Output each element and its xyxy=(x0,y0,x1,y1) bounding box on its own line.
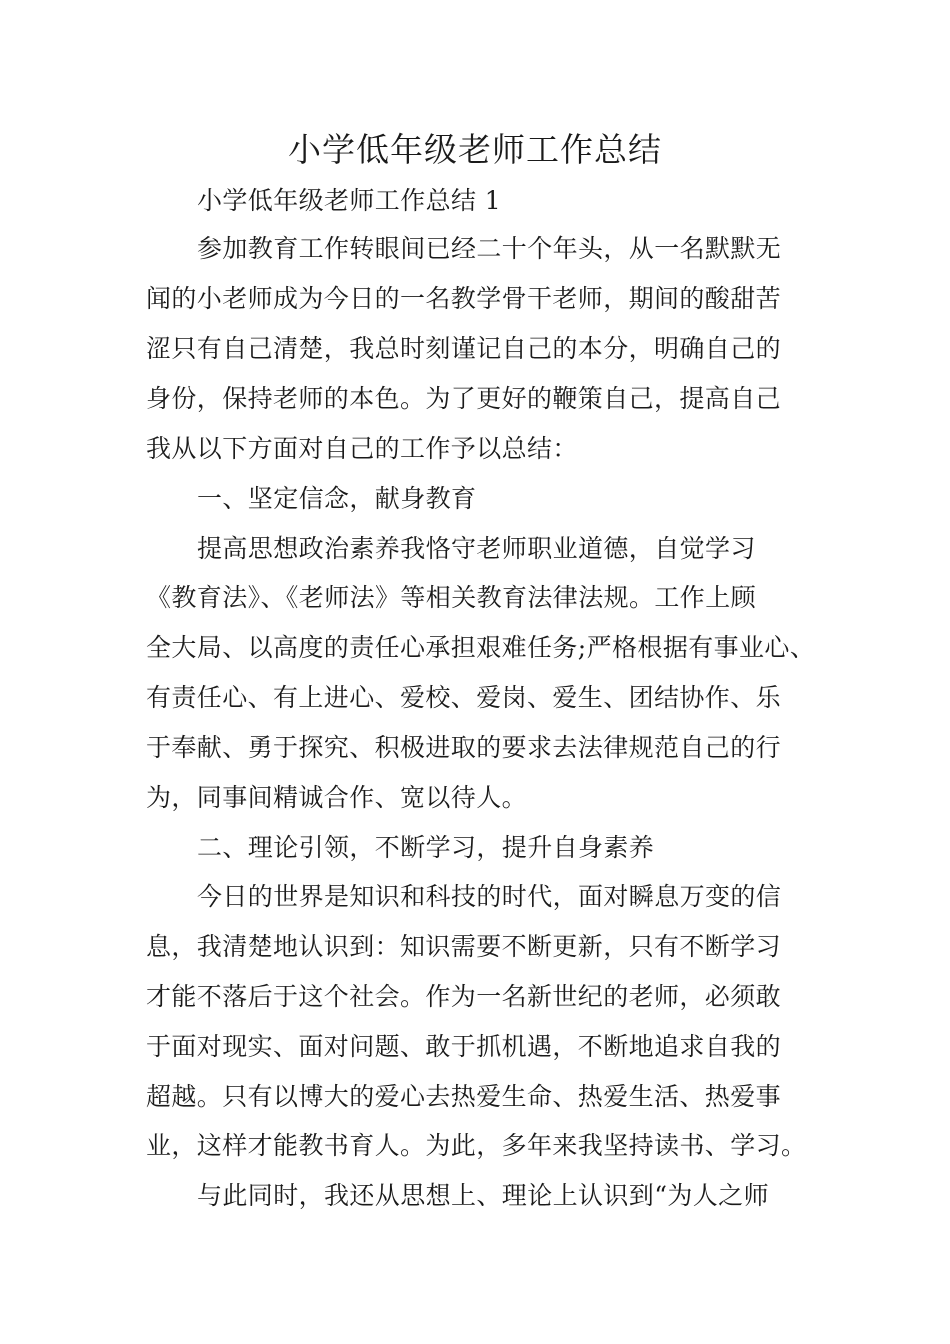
section-heading: 二、理论引领，不断学习，提升自身素养 xyxy=(197,833,655,862)
paragraph-line: 为，同事间精诚合作、宽以待人。 xyxy=(146,783,528,812)
paragraph-line: 全大局、以高度的责任心承担艰难任务;严格根据有事业心、 xyxy=(146,633,816,662)
paragraph-line: 超越。只有以博大的爱心去热爱生命、热爱生活、热爱事 xyxy=(146,1082,782,1111)
paragraph-line: 息，我清楚地认识到：知识需要不断更新，只有不断学习 xyxy=(146,932,782,961)
paragraph-line: 我从以下方面对自己的工作予以总结： xyxy=(146,434,578,463)
paragraph-line: 有责任心、有上进心、爱校、爱岗、爱生、团结协作、乐 xyxy=(146,683,782,712)
paragraph-line: 《教育法》、《老师法》等相关教育法律法规。工作上顾 xyxy=(146,583,757,612)
paragraph-line: 业，这样才能教书育人。为此，多年来我坚持读书、学习。 xyxy=(146,1131,807,1160)
paragraph-line: 于面对现实、面对问题、敢于抓机遇，不断地追求自我的 xyxy=(146,1032,782,1061)
document-title: 小学低年级老师工作总结 xyxy=(288,130,662,169)
paragraph-line: 身份，保持老师的本色。为了更好的鞭策自己，提高自己 xyxy=(146,384,782,413)
paragraph-line: 今日的世界是知识和科技的时代，面对瞬息万变的信 xyxy=(197,882,782,911)
paragraph-line: 涩只有自己清楚，我总时刻谨记自己的本分，明确自己的 xyxy=(146,334,782,363)
section-heading: 一、坚定信念，献身教育 xyxy=(197,484,477,513)
section-heading: 小学低年级老师工作总结 1 xyxy=(197,186,502,215)
paragraph-line: 闻的小老师成为今日的一名教学骨干老师，期间的酸甜苦 xyxy=(146,284,782,313)
paragraph-line: 提高思想政治素养我恪守老师职业道德，自觉学习 xyxy=(197,534,756,563)
paragraph-line: 于奉献、勇于探究、积极进取的要求去法律规范自己的行 xyxy=(146,733,782,762)
paragraph-line: 才能不落后于这个社会。作为一名新世纪的老师，必须敢 xyxy=(146,982,782,1011)
paragraph-line: 与此同时，我还从思想上、理论上认识到“为人之师 xyxy=(197,1181,769,1210)
paragraph-line: 参加教育工作转眼间已经二十个年头，从一名默默无 xyxy=(197,234,782,263)
